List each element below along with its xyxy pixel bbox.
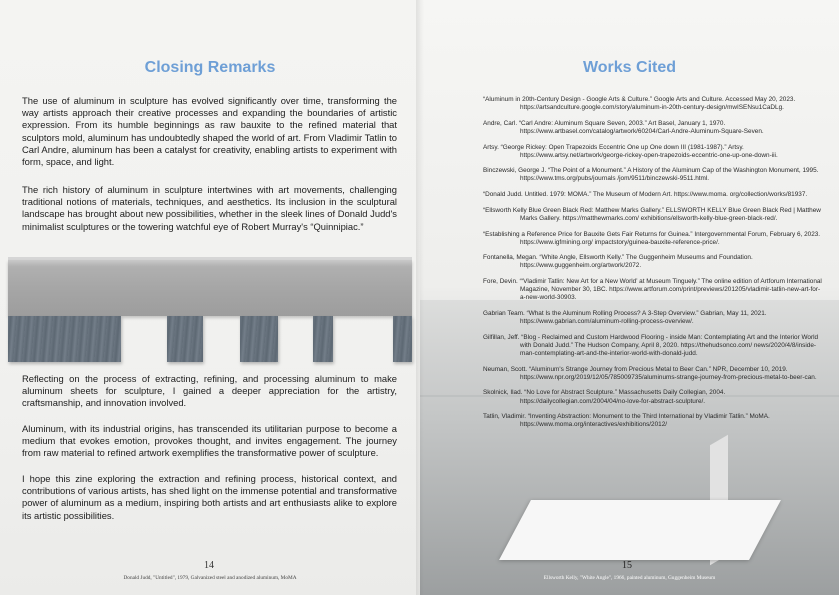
works-cited-title: Works Cited [582,59,677,76]
donald-judd-sculpture-photo [0,252,420,372]
sculpture-block [8,316,121,362]
reference-item: Binczewski, George J. “The Point of a Monument.” A History of the Aluminum Cap of the Washington Monument, 1995. https://www.tms.org/pubs/journals /jom/9511/binczewski-9511.html. [483,167,819,183]
sculpture-block [393,316,412,362]
sculpture-block [313,316,333,362]
reference-item: “Aluminum in 20th-Century Design - Google Arts & Culture.” Google Arts and Culture. Accessed May 20, 2023. https://artsandculture.google.com/story/aluminum-in-20th-century-design/mwISENsu1CaDLg. [483,96,796,112]
sculpture-beam [8,260,412,316]
sculpture-block [167,316,203,362]
reference-item: Gilfillan, Jeff. “Blog - Reclaimed and Custom Hardwood Flooring - inside Man: Contemplating Art and the Interior World with Donald Judd.” The Hudson Company, April 8, 2020. https://thehudsonco.com/ news/2020/4/8/inside-man-contemplating-art-and-the-interior-world-with-donald-judd. [483,333,819,357]
reference-item: Artsy. “George Rickey: Open Trapezoids Eccentric One up One down III (1981-1987).” Artsy. https://www.artsy.net/artwork/george-rickey-open-trapezoids-eccentric-one-up-one-down-iii. [483,143,778,159]
reference-item: Neuman, Scott. “Aluminum's Strange Journey from Precious Metal to Beer Can.” NPR, December 10, 2019. https://www.npr.org/2019/12/05/785009735/aluminums-strange-journey-from-precious-metal-to-beer-can. [483,365,817,381]
page-number-right: 15 [622,560,632,571]
closing-paragraph-4: Aluminum, with its industrial origins, has transcended its utilitarian purpose to become a medium that evokes emotion, provokes thought, and invites engagement. The journey from raw material to refined artwork exemplifies the transformative power of sculpture. [22,423,397,459]
white-angle-sculpture [499,500,781,560]
closing-paragraph-1: The use of aluminum in sculpture has evolved significantly over time, transforming the way artists approach their creative processes and expanding the boundaries of artistic expression. From its humble beginnings as raw bauxite to the refined material that sculptors mold, aluminum has undoubtedly shaped the world of art. From Vladimir Tatlin to Carl Andre, aluminum has been a catalyst for creativity, enabling artists to experiment with form, space, and light. [22,95,397,168]
image-caption-right: Ellsworth Kelly, "White Angle", 1966, painted aluminum, Guggenheim Museum [543,575,716,581]
reference-item: Skolnick, Ilad. “No Love for Abstract Sculpture.” Massachusetts Daily Collegian, 2004. https://dailycollegian.com/2004/04/no-love-for-abstract-sculpture/. [483,389,726,405]
reference-item: Gabrian Team. “What Is the Aluminum Rolling Process? A 3-Step Overview.” Gabrian, May 11, 2021. https://www.gabrian.com/aluminum-rolling-process-overview/. [483,310,767,326]
references-list [483,96,823,437]
page-number-left: 14 [204,560,214,571]
reference-item: Tatlin, Vladimir. “Inventing Abstraction: Monument to the Third International by Vladimir Tatlin.” MoMA. https://www.moma.org/interactives/exhibitions/2012/ [483,413,770,429]
image-caption-left: Donald Judd, "Untitled", 1979, Galvanized steel and anodized aluminum, MoMA [123,575,297,581]
closing-paragraph-5: I hope this zine exploring the extraction and refining process, historical context, and contributions of various artists, has shed light on the immense potential and transformative power of aluminum as a medium, inspiring both artists and art enthusiasts alike to explore its artistic possibilities. [22,473,397,521]
closing-remarks-title: Closing Remarks [144,59,276,76]
reference-item: “Ellsworth Kelly Blue Green Black Red: Matthew Marks Gallery.” ELLSWORTH KELLY Blue Green Black Red | Matthew Marks Gallery. https://matthewmarks.com/ exhibitions/ellsworth-kelly-blue-green-black-red/. [483,206,821,222]
reference-item: Fontanella, Megan. “White Angle, Ellsworth Kelly.” The Guggenheim Museums and Foundation. https://www.guggenheim.org/artwork/2072. [483,254,753,270]
reference-item: “Donald Judd. Untitled. 1979: MOMA.” The Museum of Modern Art. https://www.moma. org/collection/works/81937. [483,191,808,199]
reference-item: Andre, Carl. “Carl Andre: Aluminum Square Seven, 2003.” Art Basel, January 1, 1970. https://www.artbasel.com/catalog/artwork/60204/Carl-Andre-Aluminum-Square-Seven. [483,119,764,135]
sculpture-block [240,316,278,362]
reference-item: Fore, Devin. “‘Vladimir Tatlin: New Art for a New World’ at Museum Tinguely.” The online edition of Artforum International Magazine, November 30, 1BC. https://www.artforum.com/print/previews/201205/vladimir-tatlin-new-art-for-a-new-world-30903. [483,278,822,302]
closing-paragraph-3: Reflecting on the process of extracting, refining, and processing aluminum to make aluminum sheets for sculpture, I gained a deeper appreciation for the artistry, craftsmanship, and innovation involved. [22,373,397,409]
book-spine-shadow [416,0,424,595]
closing-paragraph-2: The rich history of aluminum in sculpture intertwines with art movements, challenging traditional notions of materials, techniques, and aesthetics. Its inclusion in the sculptural landscape has brought about new possibilities, whether in the sleek lines of Donald Judd's minimalist sculptures or the towering watchful eye of Robert Murray's “Quinnipiac.” [22,184,397,232]
reference-item: “Establishing a Reference Price for Bauxite Gets Fair Returns for Guinea.” Intergovernmental Forum, February 6, 2023. https://www.igfmining.org/ impactstory/guinea-bauxite-reference-price/. [483,230,821,246]
right-page [420,0,839,595]
